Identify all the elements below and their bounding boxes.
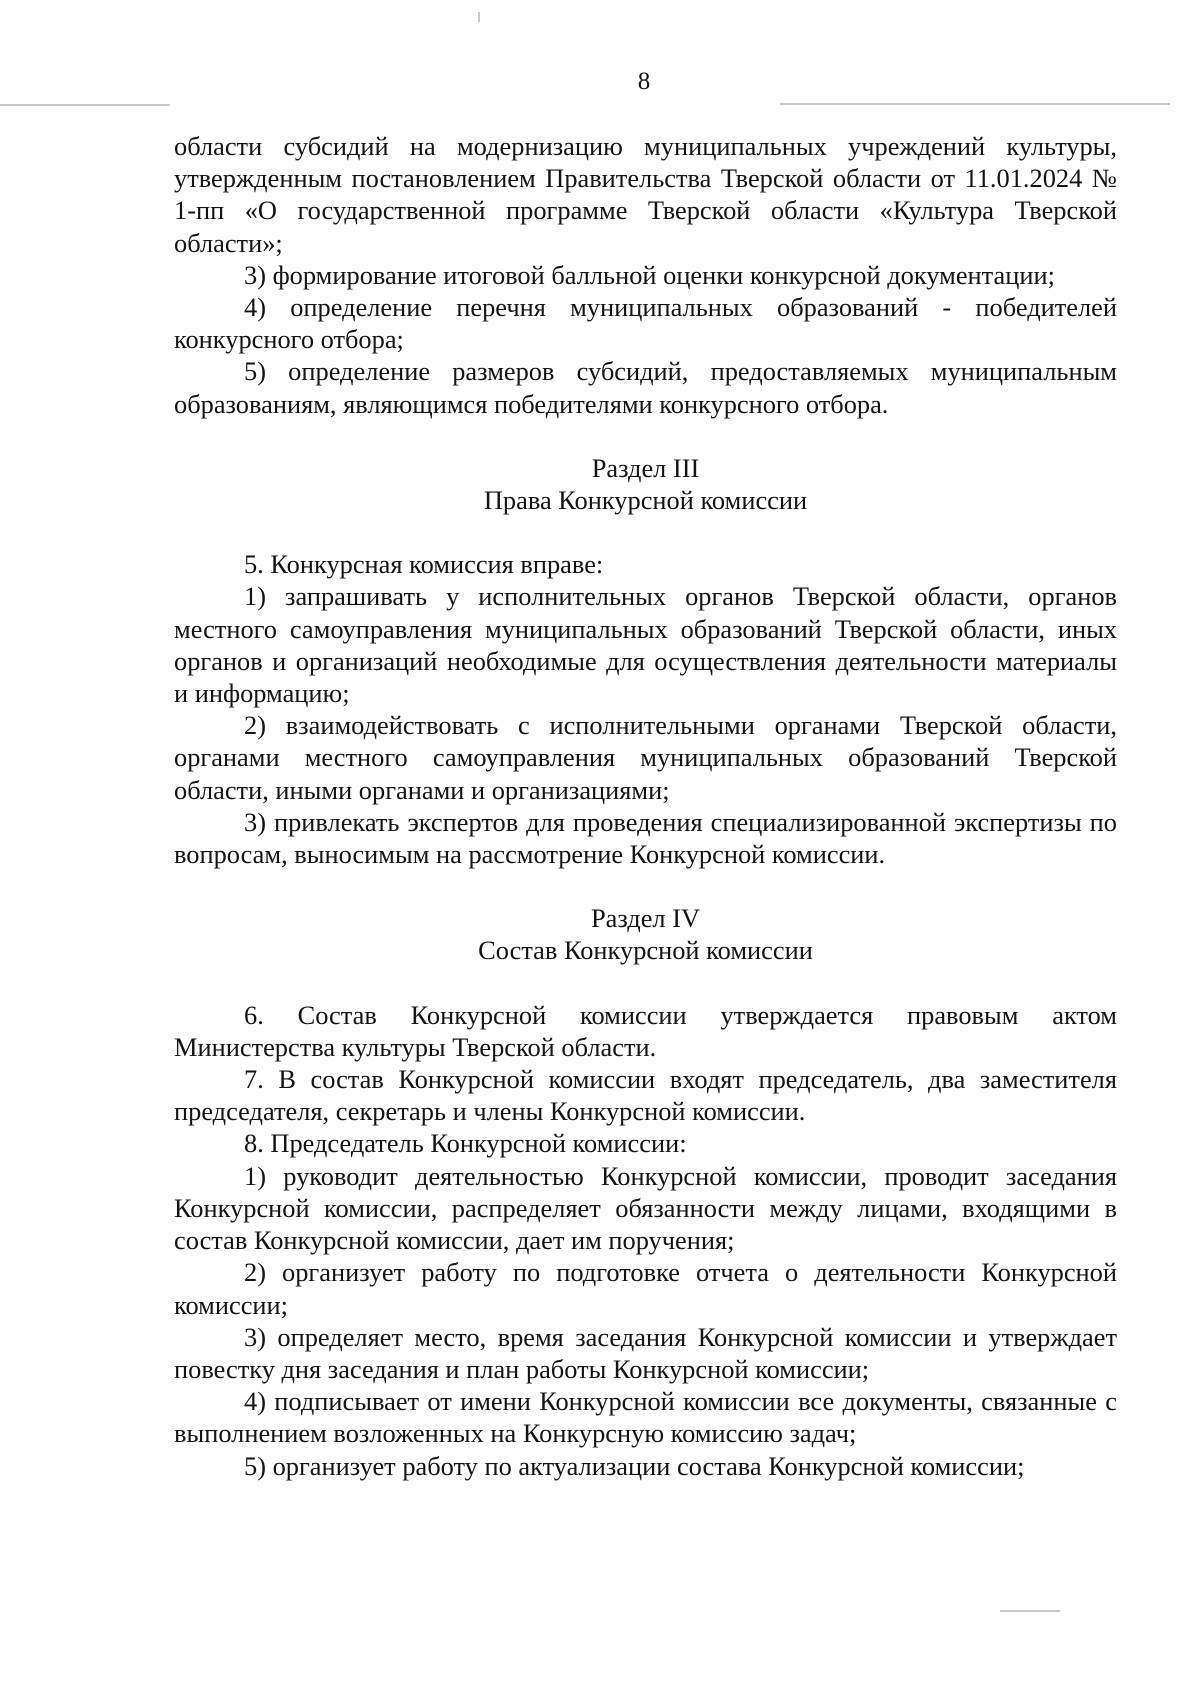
scan-artifact [478, 12, 480, 22]
paragraph-7: 7. В состав Конкурсной комиссии входят председатель, два заместителя председателя, секретарь и члены Конкурсной комиссии. [174, 1064, 1117, 1127]
paragraph-6: 6. Состав Конкурсной комиссии утверждается правовым актом Министерства культуры Тверской области. [174, 999, 1117, 1062]
scan-artifact [780, 103, 1170, 105]
paragraph-item-5: 5) определение размеров субсидий, предоставляемых муниципальным образованиям, являющимся победителями конкурсного отбора. [174, 356, 1117, 419]
paragraph-5-item-2: 2) взаимодействовать с исполнительными органами Тверской области, органами местного самоуправления муниципальных образований Тверской области, иными органами и организациями; [174, 710, 1117, 805]
paragraph-item-3: 3) формирование итоговой балльной оценки конкурсной документации; [244, 259, 1055, 290]
page-number: 8 [637, 68, 651, 95]
paragraph-5-item-1: 1) запрашивать у исполнительных органов Тверской области, органов местного самоуправления муниципальных образований Тверской области, иных органов и организаций необходимые для осуществления деятельности материалы и информацию; [174, 581, 1117, 709]
document-body [174, 130, 1117, 1482]
section-3-heading: Раздел III [591, 452, 700, 483]
paragraph-8: 8. Председатель Конкурсной комиссии: [244, 1128, 687, 1159]
paragraph-8-item-3: 3) определяет место, время заседания Конкурсной комиссии и утверждает повестку дня заседания и план работы Конкурсной комиссии; [174, 1321, 1117, 1384]
paragraph-8-item-5: 5) организует работу по актуализации состава Конкурсной комиссии; [244, 1450, 1025, 1481]
scan-artifact [0, 104, 170, 106]
paragraph-intro-continuation: области субсидий на модернизацию муниципальных учреждений культуры, утвержденным постановлением Правительства Тверской области от 11.01.2024 № 1-пп «О государственной программе Тверской области «Культура Тверской области»; [174, 131, 1117, 258]
paragraph-5-item-3: 3) привлекать экспертов для проведения специализированной экспертизы по вопросам, выносимым на рассмотрение Конкурсной комиссии. [174, 806, 1117, 870]
scan-artifact [1000, 1610, 1060, 1612]
paragraph-item-4: 4) определение перечня муниципальных образований - победителей конкурсного отбора; [174, 292, 1117, 355]
section-4-title: Состав Конкурсной комиссии [478, 935, 813, 966]
paragraph-5: 5. Конкурсная комиссия вправе: [244, 549, 604, 580]
section-3-title: Права Конкурсной комиссии [483, 485, 808, 516]
paragraph-8-item-2: 2) организует работу по подготовке отчета о деятельности Конкурсной комиссии; [174, 1257, 1117, 1320]
paragraph-8-item-4: 4) подписывает от имени Конкурсной комиссии все документы, связанные с выполнением возложенных на Конкурсную комиссию задач; [174, 1386, 1117, 1449]
paragraph-8-item-1: 1) руководит деятельностью Конкурсной комиссии, проводит заседания Конкурсной комиссии, распределяет обязанности между лицами, входящими в состав Конкурсной комиссии, дает им поручения; [174, 1160, 1117, 1256]
section-4-heading: Раздел IV [590, 903, 701, 934]
